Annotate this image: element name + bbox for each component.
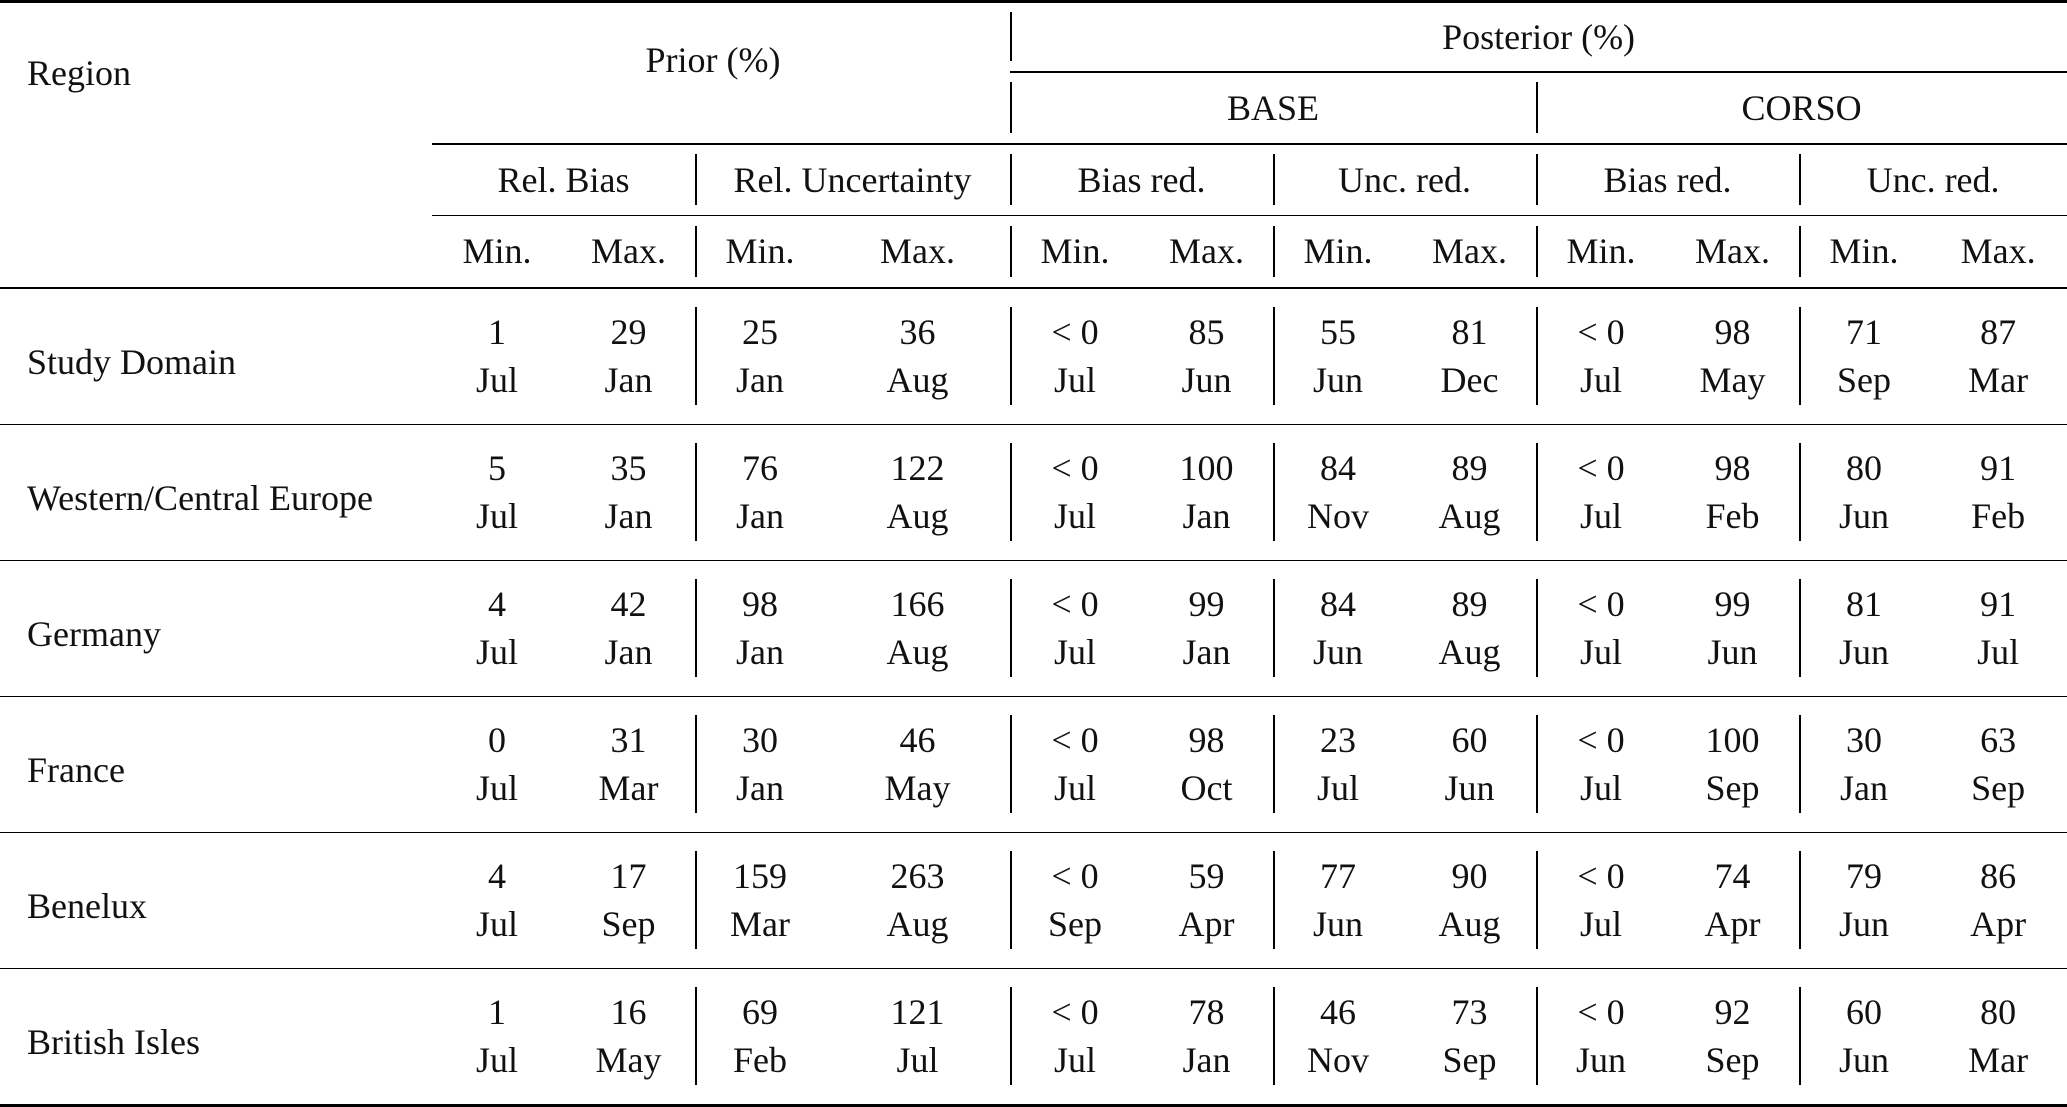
value: 92: [1714, 992, 1751, 1032]
month: Jul: [475, 360, 518, 400]
month: Jan: [736, 496, 784, 536]
value: < 0: [1577, 720, 1625, 760]
value-cell: [1403, 696, 1536, 832]
value-cell: [432, 560, 562, 696]
value-cell: [1799, 968, 1929, 1105]
month: Jan: [736, 632, 784, 672]
value: 1: [488, 992, 506, 1032]
value: 5: [488, 448, 506, 488]
value-cell: [432, 696, 562, 832]
month: Sep: [1837, 360, 1892, 400]
corso-bias-red-header: Bias red.: [1536, 144, 1799, 216]
value-cell: [695, 424, 825, 560]
value: 98: [742, 584, 778, 624]
value: < 0: [1051, 448, 1099, 488]
value: 80: [1980, 992, 2017, 1032]
min-header: Min.: [695, 216, 825, 288]
value: 100: [1179, 448, 1234, 488]
month: Jul: [1580, 360, 1623, 400]
value-cell: [1666, 968, 1799, 1105]
value-cell: [695, 560, 825, 696]
month: Jan: [1182, 496, 1231, 536]
value: 69: [742, 992, 778, 1032]
value-cell: [1403, 968, 1536, 1105]
value-cell: [1536, 424, 1666, 560]
value: 76: [742, 448, 778, 488]
table-row: [0, 832, 2067, 968]
value: 35: [610, 448, 647, 488]
month: Sep: [1048, 904, 1103, 944]
table-row: [0, 424, 2067, 560]
month: Sep: [1705, 768, 1760, 808]
month: Aug: [1438, 632, 1501, 672]
month: Jun: [1444, 768, 1495, 808]
month: Jul: [1317, 768, 1360, 808]
value: 77: [1320, 856, 1357, 896]
value-cell: [1799, 696, 1929, 832]
value-cell: [1140, 424, 1273, 560]
max-header: Max.: [825, 216, 1010, 288]
max-header: Max.: [562, 216, 695, 288]
value-cell: [1403, 560, 1536, 696]
month: Jul: [1580, 496, 1623, 536]
posterior-header: Posterior (%): [1010, 2, 2067, 72]
value-cell: [1010, 832, 1140, 968]
month: Aug: [886, 496, 949, 536]
table-row: [0, 968, 2067, 1105]
value-cell: [695, 288, 825, 425]
value: 36: [899, 312, 936, 352]
month: Nov: [1307, 496, 1370, 536]
max-header: Max.: [1140, 216, 1273, 288]
month: Sep: [601, 904, 656, 944]
value-cell: [562, 288, 695, 425]
value-cell: [1666, 424, 1799, 560]
base-bias-red-header: Bias red.: [1010, 144, 1273, 216]
value-cell: [1799, 288, 1929, 425]
value: < 0: [1577, 312, 1625, 352]
month: May: [595, 1040, 662, 1080]
value: 87: [1980, 312, 2017, 352]
value: < 0: [1051, 720, 1099, 760]
base-unc-red-header: Unc. red.: [1273, 144, 1536, 216]
value-cell: [562, 560, 695, 696]
value-cell: [1010, 560, 1140, 696]
rel-unc-header: Rel. Uncertainty: [695, 144, 1010, 216]
value: 81: [1846, 584, 1883, 624]
month: Jul: [1580, 632, 1623, 672]
value-cell: [825, 560, 1010, 696]
month: Sep: [1705, 1040, 1760, 1080]
value-cell: [1403, 832, 1536, 968]
month: Feb: [1971, 496, 2026, 536]
month: Feb: [1705, 496, 1760, 536]
table-row: [0, 560, 2067, 696]
prior-header: [432, 2, 1010, 144]
value-cell: [825, 424, 1010, 560]
month: Jan: [604, 360, 653, 400]
value-cell: [432, 424, 562, 560]
month: Aug: [1438, 496, 1501, 536]
month: Jul: [1054, 632, 1097, 672]
month: Sep: [1971, 768, 2026, 808]
value-cell: [562, 832, 695, 968]
month: Jul: [896, 1040, 939, 1080]
value-cell: [1929, 968, 2067, 1105]
corso-unc-red-header: Unc. red.: [1799, 144, 2067, 216]
value-cell: [1403, 424, 1536, 560]
value: 98: [1714, 312, 1751, 352]
value-cell: [432, 288, 562, 425]
month: Mar: [1968, 1040, 2029, 1080]
month: May: [884, 768, 951, 808]
value: 78: [1188, 992, 1225, 1032]
region-name: France: [0, 696, 432, 832]
value: 71: [1846, 312, 1883, 352]
value: 166: [890, 584, 945, 624]
value: 46: [1320, 992, 1357, 1032]
value: 98: [1714, 448, 1751, 488]
value-cell: [695, 696, 825, 832]
month: Jun: [1839, 904, 1890, 944]
month: Jul: [475, 904, 518, 944]
value-cell: [1799, 560, 1929, 696]
month: Oct: [1180, 768, 1233, 808]
value-cell: [1929, 424, 2067, 560]
value-cell: [1536, 832, 1666, 968]
value: < 0: [1577, 448, 1625, 488]
month: Jul: [1580, 768, 1623, 808]
value-cell: [1140, 560, 1273, 696]
month: Aug: [886, 904, 949, 944]
month: Jun: [1839, 496, 1890, 536]
value: 60: [1846, 992, 1883, 1032]
value: < 0: [1051, 856, 1099, 896]
month: Aug: [886, 360, 949, 400]
value: < 0: [1051, 584, 1099, 624]
value: < 0: [1577, 584, 1625, 624]
region-name: Western/Central Europe: [0, 424, 432, 560]
month: Apr: [1178, 904, 1235, 944]
value-cell: [1666, 288, 1799, 425]
month: Jul: [475, 632, 518, 672]
min-header: Min.: [1010, 216, 1140, 288]
value: 17: [610, 856, 647, 896]
value-cell: [562, 968, 695, 1105]
value-cell: [432, 832, 562, 968]
value-cell: [1140, 288, 1273, 425]
value: 90: [1451, 856, 1488, 896]
value: 100: [1705, 720, 1760, 760]
base-header: BASE: [1010, 72, 1536, 144]
value-cell: [1010, 288, 1140, 425]
value: 30: [742, 720, 778, 760]
value-cell: [1929, 560, 2067, 696]
value-cell: [1536, 968, 1666, 1105]
value-cell: [1140, 832, 1273, 968]
min-header: Min.: [432, 216, 562, 288]
month: Jun: [1313, 904, 1364, 944]
month: Jun: [1576, 1040, 1627, 1080]
value: 80: [1846, 448, 1883, 488]
value-cell: [1403, 288, 1536, 425]
value-cell: [1666, 832, 1799, 968]
month: Jan: [604, 632, 653, 672]
month: Jun: [1181, 360, 1232, 400]
month: Feb: [733, 1040, 787, 1080]
value: 85: [1188, 312, 1225, 352]
month: Jul: [475, 496, 518, 536]
value: 55: [1320, 312, 1357, 352]
value: 79: [1846, 856, 1883, 896]
month: May: [1699, 360, 1766, 400]
value-cell: [1010, 968, 1140, 1105]
value-cell: [825, 288, 1010, 425]
month: Jul: [475, 1040, 518, 1080]
value: 25: [742, 312, 778, 352]
month: Aug: [886, 632, 949, 672]
table-row: [0, 288, 2067, 425]
value-cell: [1666, 560, 1799, 696]
month: Jun: [1707, 632, 1758, 672]
value: 60: [1451, 720, 1488, 760]
month: Sep: [1442, 1040, 1497, 1080]
value: 30: [1846, 720, 1883, 760]
month: Nov: [1307, 1040, 1370, 1080]
value: 4: [488, 584, 506, 624]
value-cell: [1929, 832, 2067, 968]
min-header: Min.: [1536, 216, 1666, 288]
month: Aug: [1438, 904, 1501, 944]
value: 31: [610, 720, 647, 760]
month: Jul: [1054, 360, 1097, 400]
value-cell: [1273, 424, 1403, 560]
month: Dec: [1440, 360, 1499, 400]
value: 1: [488, 312, 506, 352]
value-cell: [1010, 696, 1140, 832]
value: 89: [1451, 584, 1488, 624]
value: 89: [1451, 448, 1488, 488]
value: 91: [1980, 584, 2017, 624]
value-cell: [825, 696, 1010, 832]
month: Apr: [1704, 904, 1761, 944]
value-cell: [1799, 832, 1929, 968]
value: 122: [890, 448, 945, 488]
min-header: Min.: [1273, 216, 1403, 288]
value: 29: [610, 312, 647, 352]
value-cell: [1929, 288, 2067, 425]
region-name: Benelux: [0, 832, 432, 968]
value-cell: [562, 696, 695, 832]
value: 98: [1188, 720, 1225, 760]
region-name: British Isles: [0, 968, 432, 1105]
value: < 0: [1051, 992, 1099, 1032]
month: Jun: [1313, 360, 1364, 400]
value: 84: [1320, 448, 1357, 488]
max-header: Max.: [1403, 216, 1536, 288]
value-cell: [1273, 968, 1403, 1105]
region-name: Germany: [0, 560, 432, 696]
value: 86: [1980, 856, 2017, 896]
month: Jul: [1977, 632, 2020, 672]
value: 73: [1451, 992, 1488, 1032]
value-cell: [695, 832, 825, 968]
value: 4: [488, 856, 506, 896]
value-cell: [1799, 424, 1929, 560]
min-header: Min.: [1799, 216, 1929, 288]
corso-header: CORSO: [1536, 72, 2067, 144]
value: 63: [1980, 720, 2017, 760]
value-cell: [432, 968, 562, 1105]
month: Jul: [1054, 496, 1097, 536]
value: 99: [1188, 584, 1225, 624]
value-cell: [1273, 560, 1403, 696]
month: Jun: [1839, 632, 1890, 672]
month: Jul: [475, 768, 518, 808]
max-header: Max.: [1666, 216, 1799, 288]
value-cell: [825, 832, 1010, 968]
month: Jan: [604, 496, 653, 536]
value-cell: [562, 424, 695, 560]
value-cell: [1010, 424, 1140, 560]
value: 81: [1451, 312, 1488, 352]
value-cell: [825, 968, 1010, 1105]
month: Mar: [1968, 360, 2029, 400]
value: 121: [890, 992, 945, 1032]
value-cell: [1536, 288, 1666, 425]
value: 0: [488, 720, 506, 760]
value: 23: [1320, 720, 1357, 760]
value-cell: [1536, 560, 1666, 696]
month: Jan: [1182, 632, 1231, 672]
value: 263: [890, 856, 945, 896]
table-row: [0, 696, 2067, 832]
region-name: Study Domain: [0, 288, 432, 425]
month: Jan: [1182, 1040, 1231, 1080]
value: < 0: [1577, 992, 1625, 1032]
value: 59: [1188, 856, 1225, 896]
value: 99: [1714, 584, 1751, 624]
month: Jun: [1313, 632, 1364, 672]
value: 84: [1320, 584, 1357, 624]
month: Jul: [1054, 1040, 1097, 1080]
month: Jul: [1580, 904, 1623, 944]
value: 46: [899, 720, 936, 760]
month: Jan: [736, 360, 784, 400]
value: 42: [610, 584, 647, 624]
value-cell: [1140, 696, 1273, 832]
rel-bias-header: Rel. Bias: [432, 144, 695, 216]
month: Mar: [598, 768, 659, 808]
value: < 0: [1577, 856, 1625, 896]
month: Jun: [1839, 1040, 1890, 1080]
value: 74: [1714, 856, 1751, 896]
value-cell: [695, 968, 825, 1105]
value-cell: [1929, 696, 2067, 832]
value-cell: [1536, 696, 1666, 832]
value: < 0: [1051, 312, 1099, 352]
value: 91: [1980, 448, 2017, 488]
value-cell: [1273, 288, 1403, 425]
region-header: Region: [0, 2, 432, 144]
month: Apr: [1970, 904, 2027, 944]
value-cell: [1273, 696, 1403, 832]
value: 16: [610, 992, 647, 1032]
value-cell: [1140, 968, 1273, 1105]
value-cell: [1273, 832, 1403, 968]
max-header: Max.: [1929, 216, 2067, 288]
month: Jul: [1054, 768, 1097, 808]
month: Jan: [1840, 768, 1889, 808]
month: Mar: [730, 904, 790, 944]
month: Jan: [736, 768, 784, 808]
prior-header-label: Prior (%): [645, 39, 781, 80]
value-cell: [1666, 696, 1799, 832]
value: 159: [733, 856, 787, 896]
